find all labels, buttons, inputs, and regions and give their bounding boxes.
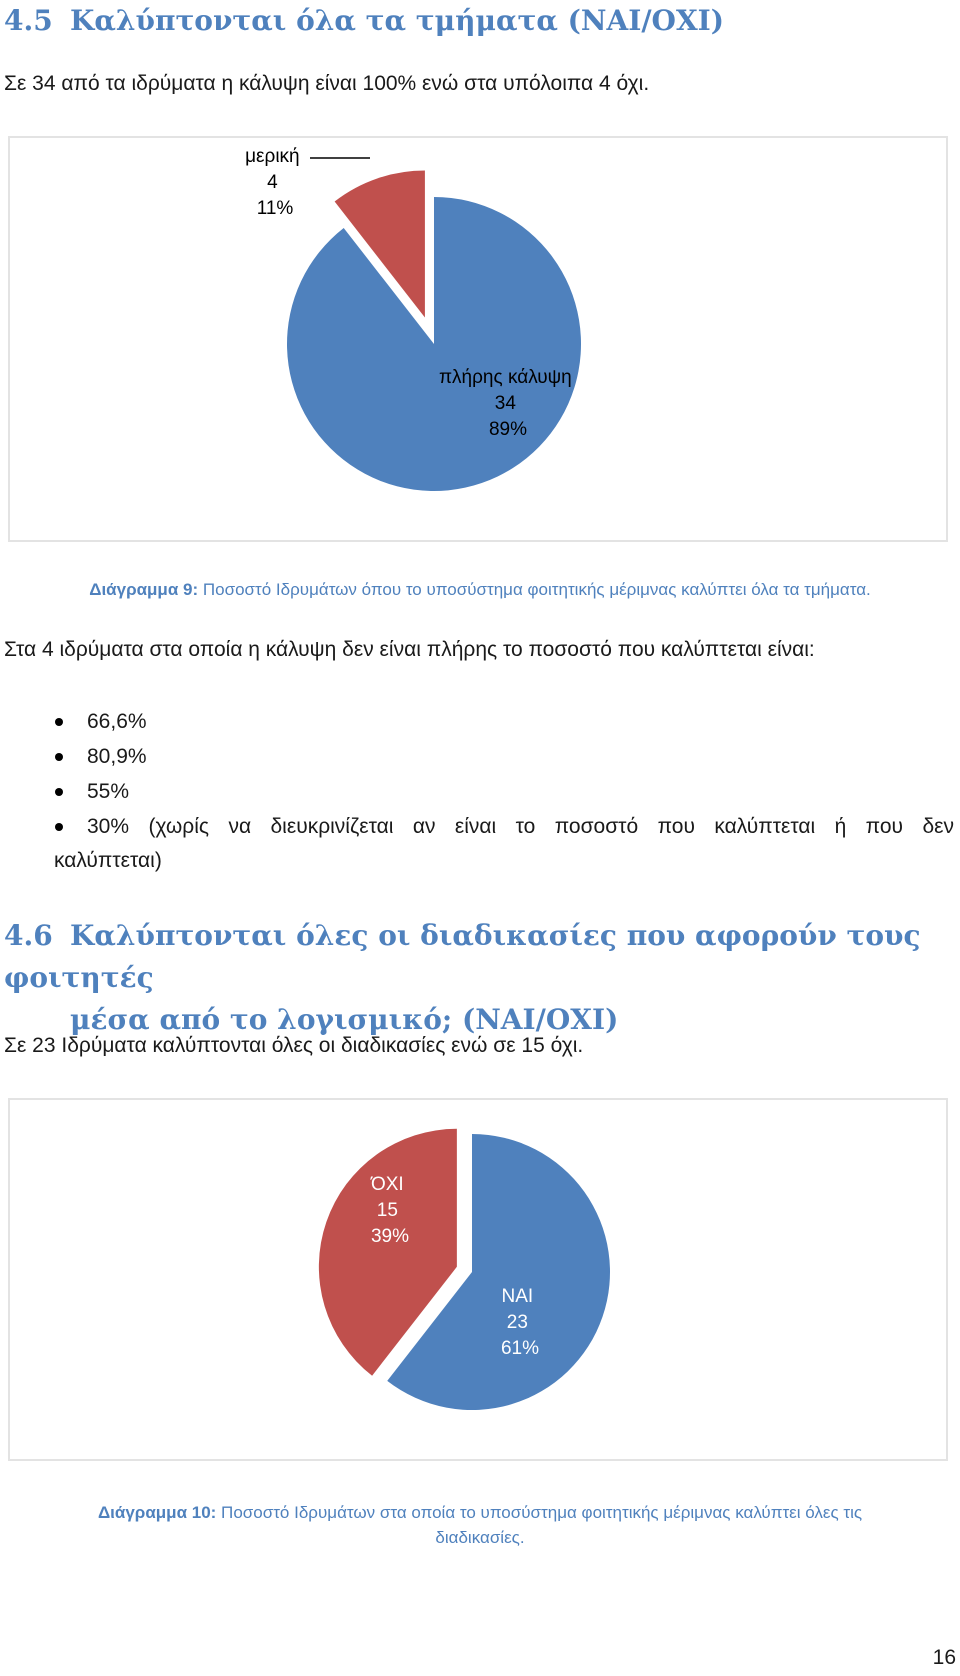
list-item-text: 30% (χωρίς να διευκρινίζεται αν είναι το ποσοστό που καλύπτεται ή που δεν xyxy=(87,815,954,838)
bullet-icon xyxy=(55,718,63,726)
section-intro-4-5: Σε 34 από τα ιδρύματα η κάλυψη είναι 100% ενώ στα υπόλοιπα 4 όχι. xyxy=(4,72,650,95)
page-number: 16 xyxy=(932,1646,956,1669)
pie-slice-full-coverage xyxy=(287,197,581,491)
chart-9 xyxy=(8,136,948,542)
chart-9-caption xyxy=(0,577,960,602)
list-item-text: 66,6% xyxy=(87,710,147,733)
list-item xyxy=(54,809,954,878)
pie-chart-10 xyxy=(10,1100,950,1463)
section-title-line2: μέσα από το λογισμικό; (ΝΑΙ/ΟΧΙ) xyxy=(70,1003,619,1036)
slice-label-partial-name: μερική xyxy=(245,146,300,167)
slice-label-partial-value: 4 xyxy=(267,172,278,193)
slice-label-no-value: 15 xyxy=(376,1200,398,1221)
slice-label-no-name: ΌΧΙ xyxy=(371,1174,404,1195)
slice-label-full-percent: 89% xyxy=(488,419,528,440)
slice-label-partial-percent: 11% xyxy=(256,198,294,219)
caption-label: Διάγραμμα 9: xyxy=(89,580,199,599)
section-title: Καλύπτονται όλα τα τμήματα (ΝΑΙ/ΟΧΙ) xyxy=(70,4,725,37)
bullet-icon xyxy=(55,823,63,831)
slice-label-yes-percent: 61% xyxy=(500,1338,540,1359)
caption-text: Ποσοστό Ιδρυμάτων στα οποία το υποσύστημα φοιτητικής μέριμνας καλύπτει όλες τις xyxy=(216,1503,863,1522)
list-item xyxy=(54,704,954,739)
caption-text-line2: διαδικασίες. xyxy=(435,1528,525,1547)
list-item xyxy=(54,774,954,809)
slice-label-yes-value: 23 xyxy=(506,1312,528,1333)
pie-chart-9 xyxy=(10,138,950,544)
chart-10 xyxy=(8,1098,948,1461)
chart-10-caption xyxy=(0,1500,960,1550)
slice-label-full-name: πλήρης κάλυψη xyxy=(438,367,572,388)
bullet-icon xyxy=(55,753,63,761)
section-intro-4-6: Σε 23 Ιδρύματα καλύπτονται όλες οι διαδικασίες ενώ σε 15 όχι. xyxy=(4,1034,584,1057)
caption-label: Διάγραμμα 10: xyxy=(97,1503,217,1522)
slice-label-partial xyxy=(245,146,305,219)
coverage-list xyxy=(54,704,954,878)
section-title-line1: Καλύπτονται όλες οι διαδικασίες που αφορούν τους φοιτητές xyxy=(4,919,921,994)
slice-label-full-value: 34 xyxy=(494,393,516,414)
section-number: 4.5 xyxy=(4,4,53,37)
section-heading-4-6 xyxy=(4,915,954,1041)
list-item-text-continued: καλύπτεται) xyxy=(54,849,162,872)
list-item xyxy=(54,739,954,774)
caption-text: Ποσοστό Ιδρυμάτων όπου το υποσύστημα φοιτητικής μέριμνας καλύπτει όλα τα τμήματα. xyxy=(198,580,871,599)
slice-label-no-percent: 39% xyxy=(370,1226,410,1247)
list-item-text: 55% xyxy=(87,780,130,803)
bullet-icon xyxy=(55,788,63,796)
slice-label-yes-name: ΝΑΙ xyxy=(501,1286,534,1307)
section-heading-4-5 xyxy=(4,0,724,42)
coverage-paragraph: Στα 4 ιδρύματα στα οποία η κάλυψη δεν είναι πλήρης το ποσοστό που καλύπτεται είναι: xyxy=(4,638,815,661)
section-number: 4.6 xyxy=(4,919,53,952)
list-item-text: 80,9% xyxy=(87,745,147,768)
